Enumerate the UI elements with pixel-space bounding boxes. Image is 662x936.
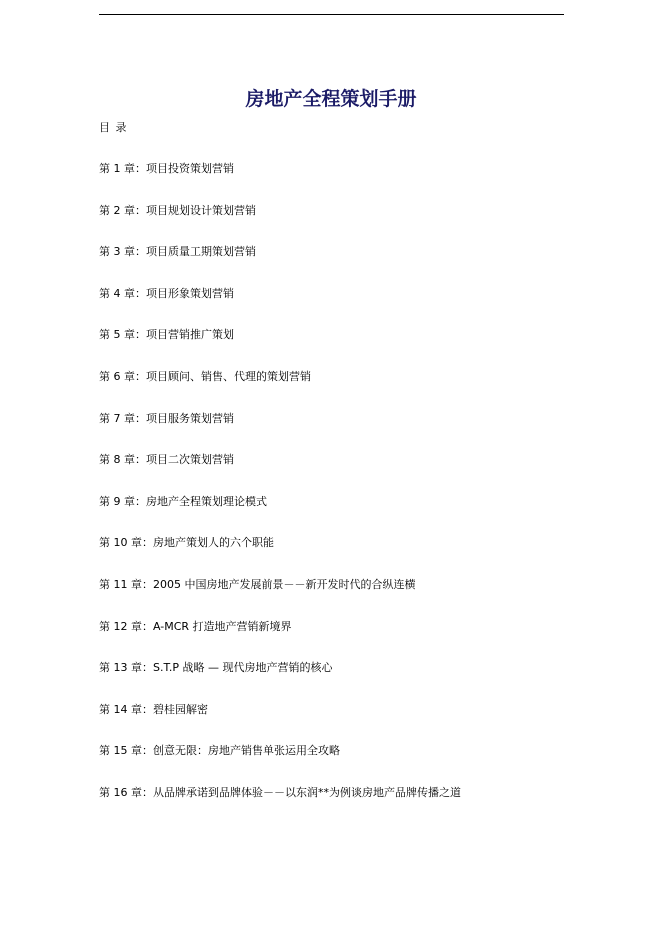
- toc-item-2: 第 2 章：项目规划设计策划营销: [99, 203, 256, 217]
- toc-item-9: 第 9 章：房地产全程策划理论模式: [99, 494, 267, 508]
- toc-item-12: 第 12 章：A-MCR 打造地产营销新境界: [99, 619, 292, 633]
- toc-item-13: 第 13 章：S.T.P 战略 — 现代房地产营销的核心: [99, 661, 333, 675]
- document-title: 房地产全程策划手册: [245, 88, 417, 110]
- toc-item-14: 第 14 章：碧桂园解密: [99, 702, 208, 716]
- toc-item-16: 第 16 章：从品牌承诺到品牌体验－－以东润**为例谈房地产品牌传播之道: [99, 785, 461, 799]
- toc-heading: 目 录: [99, 121, 128, 134]
- header-rule: [99, 14, 564, 15]
- toc-item-8: 第 8 章：项目二次策划营销: [99, 453, 234, 467]
- toc-item-1: 第 1 章：项目投资策划营销: [99, 162, 234, 175]
- toc-item-10: 第 10 章：房地产策划人的六个职能: [99, 536, 274, 550]
- toc-item-4: 第 4 章：项目形象策划营销: [99, 286, 234, 300]
- toc-item-3: 第 3 章：项目质量工期策划营销: [99, 245, 256, 259]
- toc-item-11: 第 11 章：2005 中国房地产发展前景－－新开发时代的合纵连横: [99, 577, 416, 591]
- toc-item-7: 第 7 章：项目服务策划营销: [99, 411, 234, 425]
- toc-item-6: 第 6 章：项目顾问、销售、代理的策划营销: [99, 369, 311, 383]
- table-of-contents: [99, 161, 569, 827]
- toc-item-5: 第 5 章：项目营销推广策划: [99, 328, 234, 342]
- toc-item-15: 第 15 章：创意无限：房地产销售单张运用全攻略: [99, 744, 340, 758]
